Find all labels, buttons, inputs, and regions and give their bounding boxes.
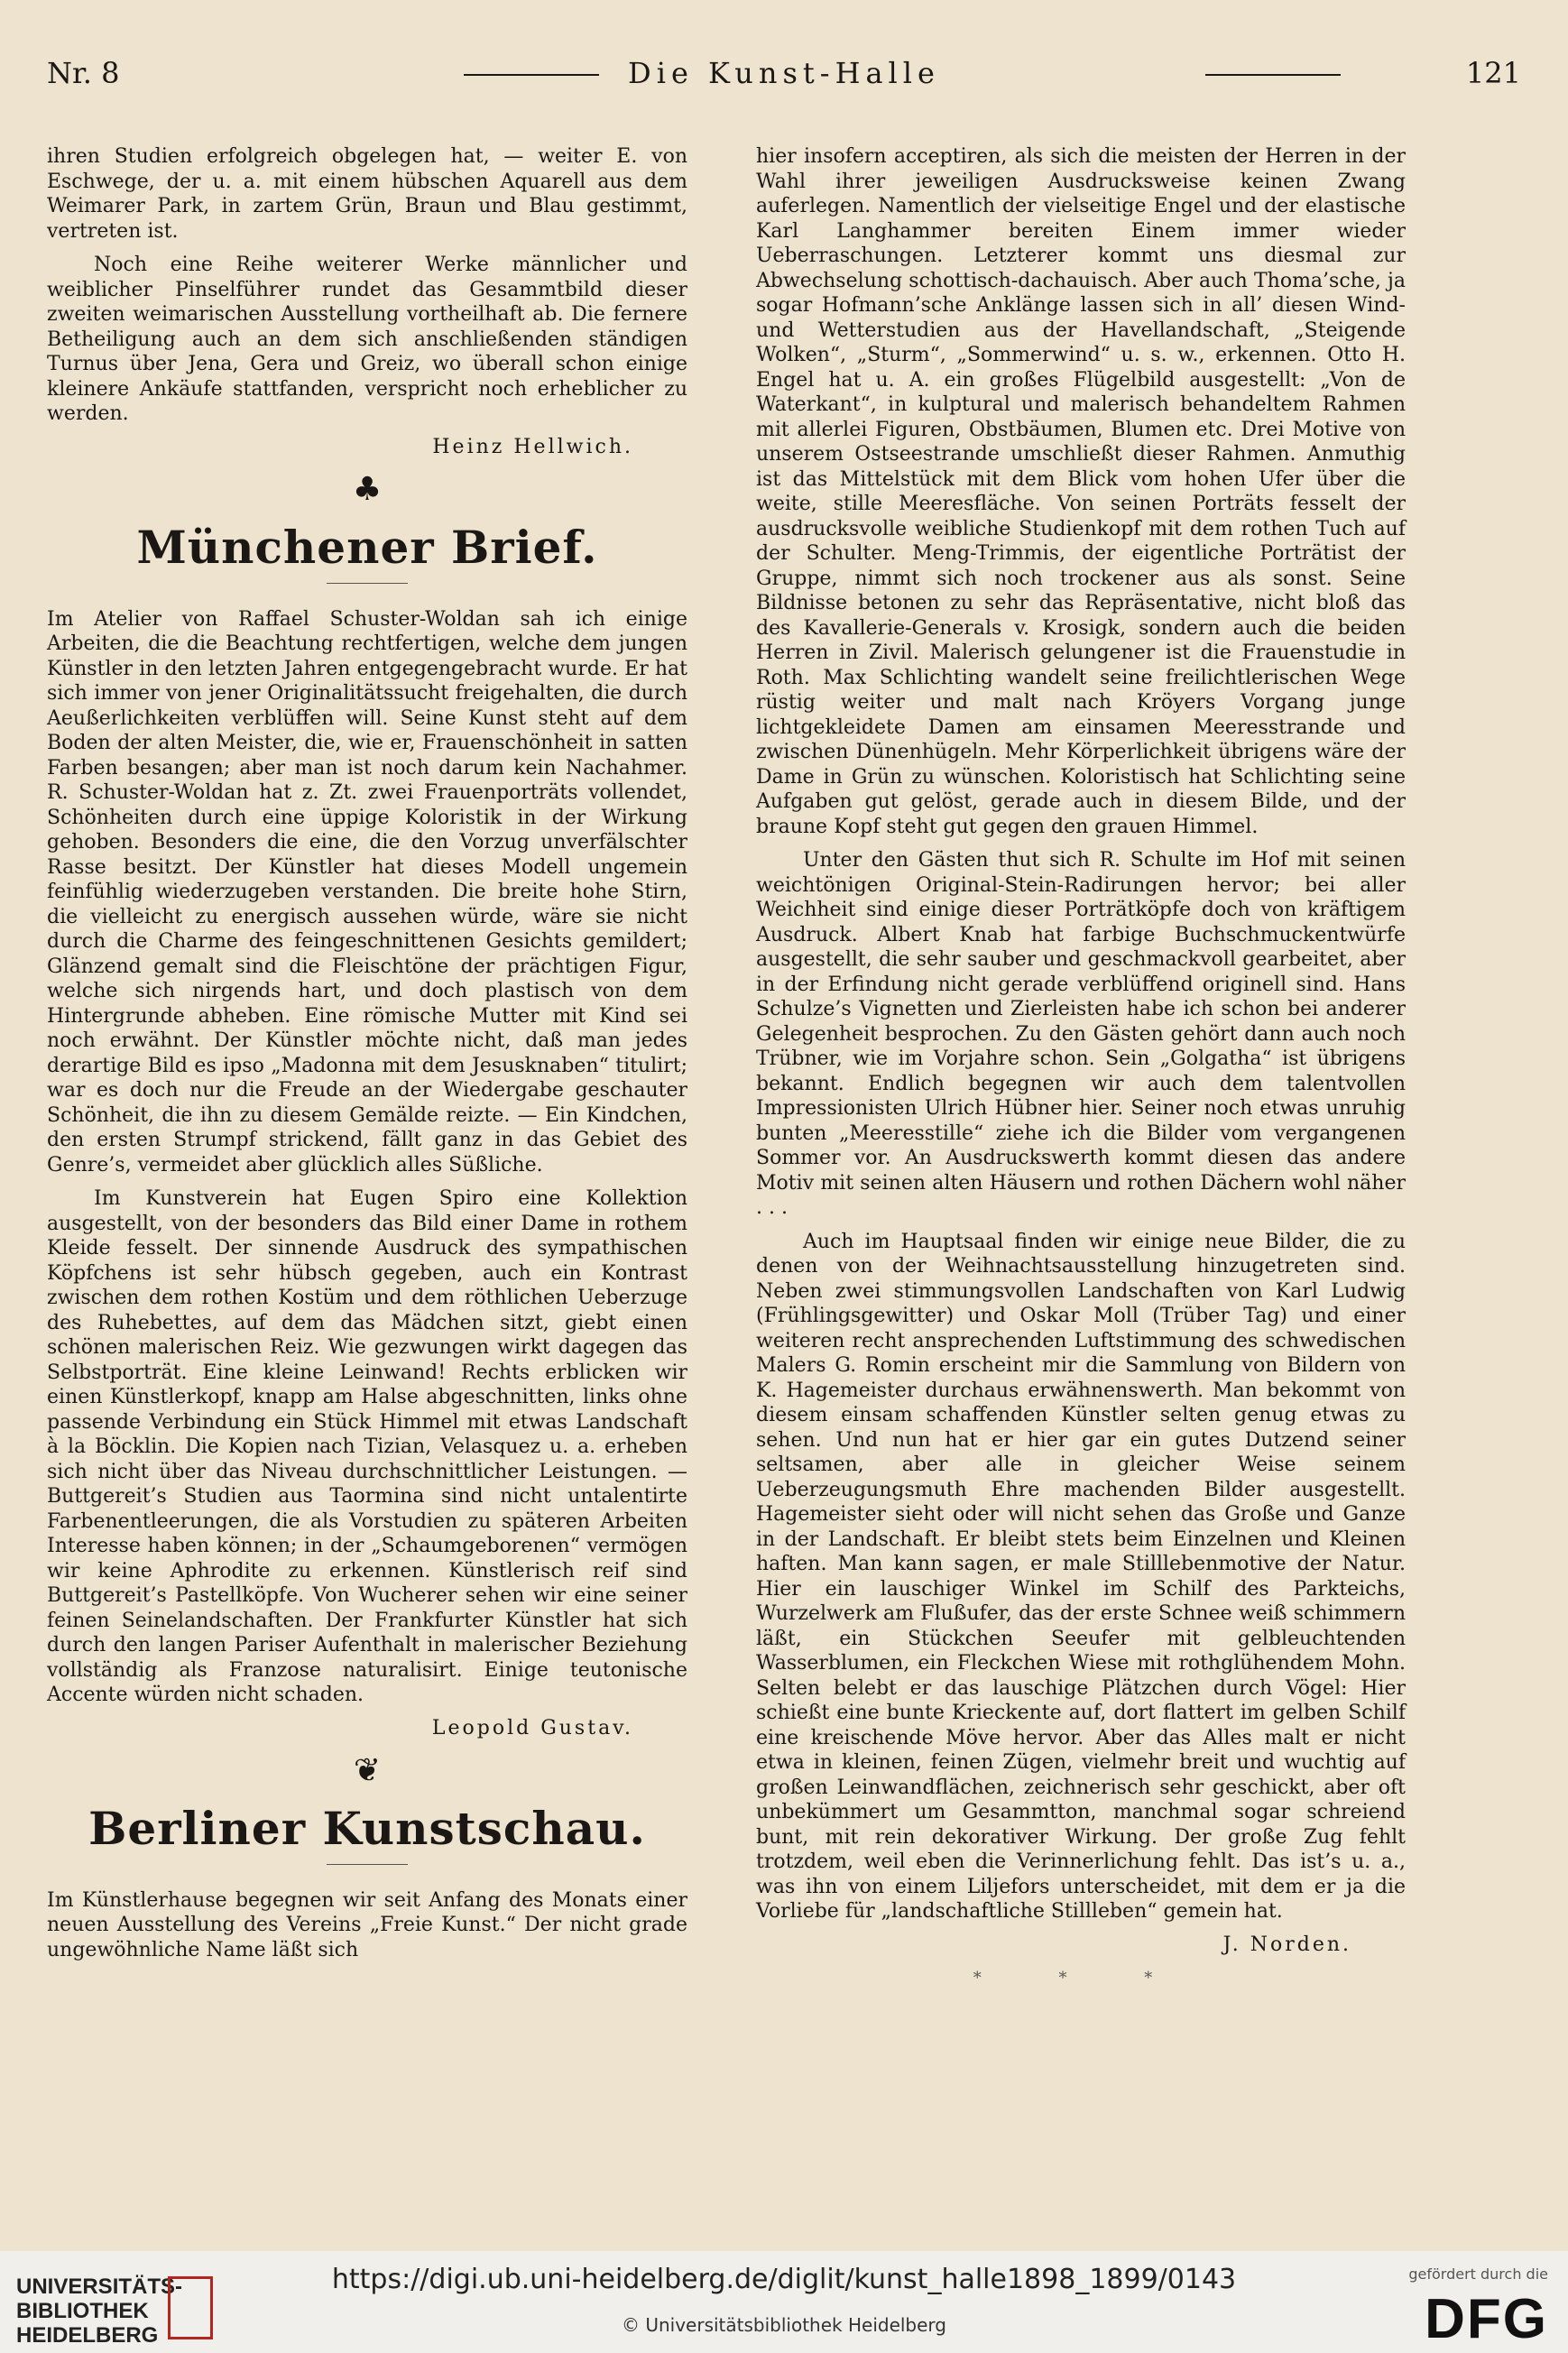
paragraph: Noch eine Reihe weiterer Werke männlicher und weiblicher Pinselführer rundet das Gesammtbild dieser zweiten weimarischen Ausstellung vortheilhaft ab. Die fernere Betheiligung auch an dem sich anschließenden ständigen Turnus über Jena, Gera und Greiz, wo überall schon einige kleinere Ankäufe stattfanden, verspricht noch erheblicher zu werden. — [47, 254, 687, 425]
funder-label: gefördert durch die — [1408, 2265, 1548, 2283]
paragraph: Im Kunstverein hat Eugen Spiro eine Kollektion ausgestellt, von der besonders das Bild einer Dame in rothem Kleide fesselt. Der sinnende Ausdruck des sympathischen Köpfchens ist sehr hübsch gegeben, auch ein Kontrast zwischen dem rothen Kostüm und dem röthlichen Ueberzuge des Ruhebettes, auf dem das Mädchen sitzt, giebt einen schönen malerischen Reiz. Wie gezwungen wirkt dagegen das Selbstporträt. Eine kleine Leinwand! Rechts erblicken wir einen Künstlerkopf, knapp am Halse abgeschnitten, links ohne passende Verbindung ein Stück Himmel mit etwas Landschaft à la Böcklin. Die Kopien nach Tizian, Velasquez u. a. erheben sich nicht über das Niveau durchschnittlicher Leistungen. — Buttgereit’s Studien aus Taormina sind nicht untalentirte Farbenentleerungen, die als Vorstudien zu späteren Arbeiten Interesse haben können; in der „Schaumgeborenen“ vermögen wir keine Aphrodite zu erkennen. Künstlerisch reif sind Buttgereit’s Pastellköpfe. Von Wucherer sehen wir eine seiner feinen Seinelandschaften. Der Frankfurter Künstler hat sich durch den langen Pariser Aufenthalt in malerischer Beziehung vollständig als Franzose naturalisirt. Einige teutonische Accente würden nicht schaden. — [47, 1187, 687, 1706]
header-rule-right — [1205, 74, 1341, 76]
permalink[interactable]: https://digi.ub.uni-heidelberg.de/diglit/kunst_halle1898_1899/0143 — [331, 2264, 1237, 2295]
end-asterisks: * * * — [973, 1968, 1189, 1988]
divider — [327, 1864, 408, 1865]
journal-title: Die Kunst-Halle — [628, 56, 940, 90]
right-column — [756, 144, 1406, 1988]
issue-number: Nr. 8 — [47, 56, 120, 90]
paragraph: Im Künstlerhause begegnen wir seit Anfang des Monats einer neuen Ausstellung des Vereins „Freie Kunst.“ Der nicht grade ungewöhnliche Name läßt sich — [47, 1888, 687, 1961]
page-number: 121 — [1465, 56, 1521, 90]
paragraph: Unter den Gästen thut sich R. Schulte im Hof mit seinen weichtönigen Original-Stein-Radirungen hervor; bei aller Weichheit sind einige dieser Porträtköpfe doch von kräftigem Ausdruck. Albert Knab hat farbige Buchschmuckentwürfe ausgestellt, die sehr sauber und geschmackvoll gearbeitet, aber in der Erfindung nicht gerade verblüffend originell sind. Hans Schulze’s Vignetten und Zierleisten habe ich schon bei anderer Gelegenheit besprochen. Zu den Gästen gehört dann auch noch Trübner, wie im Vorjahre schon. Sein „Golgatha“ ist übrigens bekannt. Endlich begegnen wir auch dem talentvollen Impressionisten Ulrich Hübner hier. Seiner noch etwas unruhig bunten „Meeresstille“ ziehe ich die Bilder vom vergangenen Sommer vor. An Ausdruckswerth kommt diesen das andere Motiv mit seinen alten Häusern und rothen Dächern wohl näher . . . — [756, 849, 1406, 1219]
paragraph: Auch im Hauptsaal finden wir einige neue Bilder, die zu denen von der Weihnachtsausstellung hinzugetreten sind. Neben zwei stimmungsvollen Landschaften von Karl Ludwig (Frühlingsgewitter) und Oskar Moll (Trüber Tag) und einer weiteren recht ansprechenden Luftstimmung des schwedischen Malers G. Romin erscheint mir die Sammlung von Bildern von K. Hagemeister durchaus erwähnenswerth. Man bekommt von diesem einsam schaffenden Künstler selten genug etwas zu sehen. Und nun hat er hier gar ein gutes Dutzend seiner seltsamen, aber alle in gleicher Weise seinem Ueberzeugungsmuth Ehre machenden Bilder ausgestellt. Hagemeister sieht oder will nicht sehen das Große und Ganze in der Landschaft. Er bleibt stets beim Einzelnen und Kleinen haften. Man kann sagen, er male Stilllebenmotive der Natur. Hier ein lauschiger Winkel im Schilf des Parkteichs, Wurzelwerk am Flußufer, das der erste Schnee weiß schimmern läßt, ein Stückchen Seeufer mit gelbleuchtenden Wasserblumen, ein Fleckchen Wiese mit rothglühendem Mohn. Selten belebt er das lauschige Plätzchen durch Vögel: Hier schießt eine bunte Krieckente auf, dort flattert im gelben Schilf eine kreischende Möve hervor. Aber das Alles malt er nicht etwa in kleinen, feinen Zügen, vielmehr breit und wuchtig auf großen Leinwandflächen, zeichnerisch sehr geschickt, aber oft unbekümmert um Gesammtton, manchmal sogar schreiend bunt, mit rein dekorativer Wirkung. Der große Zug fehlt trotzdem, weil eben die Verinnerlichung fehlt. Das ist’s u. a., was ihn von einem Liljefors unterscheidet, mit dem er ja die Vorliebe für „landschaftliche Stillleben“ gemein hat. — [756, 1230, 1406, 1923]
floral-ornament-icon: ❦ — [353, 1751, 382, 1789]
signature: Leopold Gustav. — [431, 1716, 633, 1739]
clover-ornament-icon: ♣ — [352, 470, 383, 508]
paragraph: Im Atelier von Raffael Schuster-Woldan sah ich einige Arbeiten, die die Beachtung rechtfertigen, welche dem jungen Künstler in den letzten Jahren entgegengebracht wurde. Er hat sich immer von jener Originalitätssucht freigehalten, die durch Aeußerlichkeiten verblüffen will. Seine Kunst steht auf dem Boden der alten Meister, die, wie er, Frauenschönheit in satten Farben besangen; aber man ist noch darum kein Nachahmer. R. Schuster-Woldan hat z. Zt. zwei Frauenporträts vollendet, Schönheiten durch eine üppige Koloristik in der Wirkung gehoben. Besonders die eine, die den Vorzug unverfälschter Rasse besitzt. Der Künstler hat dieses Modell ungemein feinfühlig wiederzugeben verstanden. Die breite hohe Stirn, die vielleicht zu energisch aussehen würde, wäre sie nicht durch die Charme des feingeschnittenen Gesichts gemildert; Glänzend gemalt sind die Fleischtöne der prächtigen Figur, welche sich nirgends hart, und doch plastisch von dem Hintergrunde abheben. Eine römische Mutter mit Kind sei noch erwähnt. Der Künstler möchte nicht, daß man jedes derartige Bild es ipso „Madonna mit dem Jesusknaben“ titulirt; war es doch nur die Freude an der Wiedergabe geschauter Schönheit, die ihn zu diesem Gemälde reizte. — Ein Kindchen, den ersten Strumpf strickend, fällt ganz in das Gebiet des Genre’s, vermeidet aber glücklich alles Süßliche. — [47, 607, 687, 1176]
article-title: Münchener Brief. — [136, 520, 598, 574]
divider — [327, 583, 408, 584]
paragraph: ihren Studien erfolgreich obgelegen hat, — weiter E. von Eschwege, der u. a. mit einem hübschen Aquarell aus dem Weimarer Park, in zartem Grün, Braun und Blau gestimmt, vertreten ist. — [47, 145, 687, 243]
paragraph: hier insofern acceptiren, als sich die meisten der Herren in der Wahl ihrer jeweiligen Ausdrucksweise keinen Zwang auferlegen. Namentlich der vielseitige Engel und der elastische Karl Langhammer bereiten Einem immer wieder Ueberraschungen. Letzterer kommt uns diesmal zur Abwechselung schottisch-dachauisch. Aber auch Thoma’sche, ja sogar Hofmann’sche Anklänge lassen sich in all’ diesen Wind- und Wetterstudien aus der Havellandschaft, „Steigende Wolken“, „Sturm“, „Sommerwind“ u. s. w., erkennen. Otto H. Engel hat u. A. ein großes Flügelbild ausgestellt: „Von de Waterkant“, in kulptural und malerisch behandeltem Rahmen mit allerlei Figuren, Obstbäumen, Blumen etc. Drei Motive von unserem Ostseestrande umschließt dieser Rahmen. Anmuthig ist das Mittelstück mit dem Blick vom hohen Ufer über die weite, stille Meeresfläche. Von seinen Porträts fesselt der ausdrucksvolle weibliche Studienkopf mit dem rothen Tuch auf der Schulter. Meng-Trimmis, der eigentliche Porträtist der Gruppe, nimmt sich noch trockener aus als sonst. Seine Bildnisse betonen zu sehr das Repräsentative, nicht bloß das des Kavallerie-Generals v. Krosigk, sondern auch die beiden Herren in Zivil. Malerisch gelungener ist die Frauenstudie in Roth. Max Schlichting wandelt seine freilichtlerischen Wege rüstig weiter und malt nach Kröyers Vorgang junge lichtgekleidete Damen am einsamen Meeresstrande und zwischen Dünenhügeln. Mehr Körperlichkeit übrigens wäre der Dame in Grün zu wünschen. Koloristisch hat Schlichting seine Aufgaben gut gelöst, gerade auch in diesem Bilde, und der braune Kopf steht gut gegen den grauen Himmel. — [756, 145, 1406, 838]
running-header — [47, 56, 1521, 99]
dfg-logo[interactable]: DFG — [1425, 2288, 1548, 2350]
library-logo-text: UNIVERSITÄTS- BIBLIOTHEK HEIDELBERG — [16, 2275, 183, 2348]
left-column — [47, 144, 687, 1971]
article-title: Berliner Kunstschau. — [88, 1801, 646, 1855]
signature: Heinz Hellwich. — [432, 435, 633, 458]
viewer-footer — [0, 2251, 1568, 2353]
copyright: © Universitätsbibliothek Heidelberg — [621, 2314, 946, 2336]
signature: J. Norden. — [1222, 1933, 1351, 1956]
